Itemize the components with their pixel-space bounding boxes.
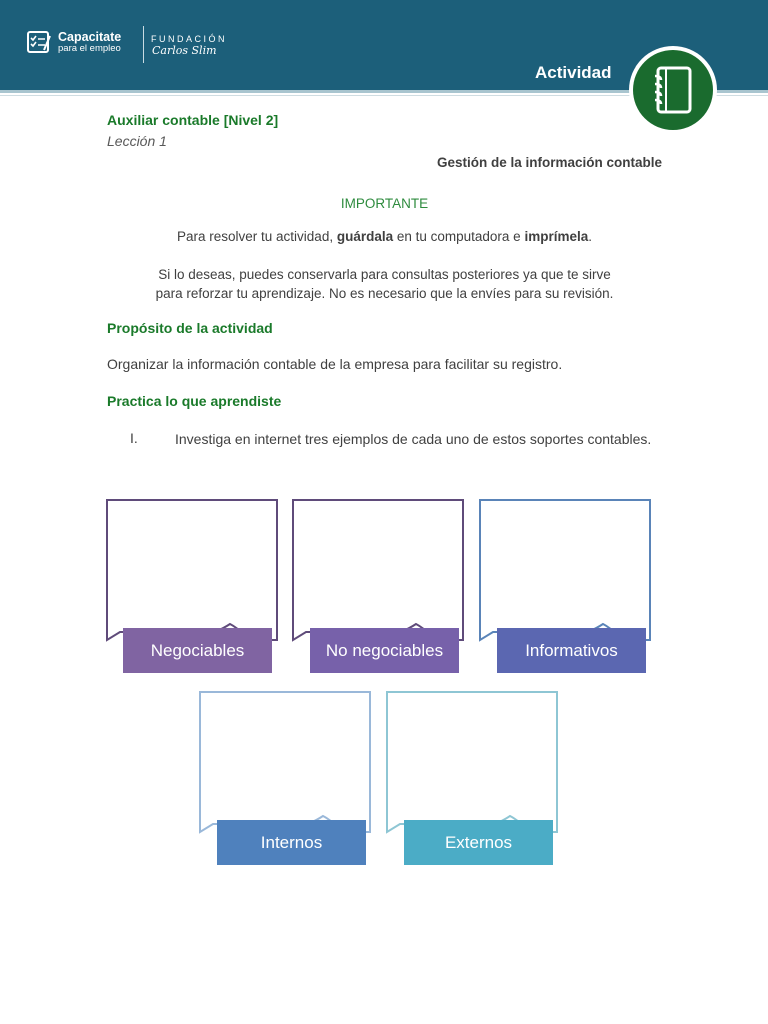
box-frame-no-negociables (293, 500, 463, 640)
practice-heading: Practica lo que aprendiste (107, 393, 282, 409)
box-frame-informativos (480, 500, 650, 640)
label-no-negociables-text: No negociables (325, 640, 444, 660)
course-title: Auxiliar contable [Nivel 2] (107, 112, 279, 128)
lesson-label: Lección 1 (107, 133, 167, 149)
label-externos (404, 820, 553, 865)
label-no-negociables (310, 628, 459, 673)
box-frame-externos (387, 692, 557, 832)
instruction-text-2: en tu computadora e (393, 229, 525, 244)
item-text: Investiga en internet tres ejemplos de cada uno de estos soportes contables. (175, 431, 652, 447)
label-externos-text: Externos (444, 832, 513, 852)
important-heading: IMPORTANTE (340, 196, 429, 211)
label-negociables (123, 628, 272, 673)
instruction-text-3: . (588, 229, 592, 244)
section-title: Actividad (535, 63, 612, 82)
foundation-signature: Carlos Slim (152, 44, 217, 57)
box-frame-negociables (107, 500, 277, 640)
item-number: I. (130, 430, 138, 446)
purpose-text: Organizar la información contable de la empresa para facilitar su registro. (107, 356, 563, 372)
note-line-1: Si lo deseas, puedes conservarla para consultas posteriores ya que te sirve (158, 267, 611, 282)
label-internos (217, 820, 366, 865)
instruction-text-1: Para resolver tu actividad, (177, 229, 337, 244)
note-line-2: para reforzar tu aprendizaje. No es necesario que la envíes para su revisión. (155, 286, 614, 301)
box-frame-internos (200, 692, 370, 832)
label-informativos-text: Informativos (525, 640, 618, 660)
label-negociables-text: Negociables (150, 640, 245, 660)
label-informativos (497, 628, 646, 673)
label-internos-text: Internos (260, 832, 323, 852)
foundation-label: FUNDACIÓN (151, 34, 227, 44)
topic-title: Gestión de la información contable (436, 155, 662, 170)
purpose-heading: Propósito de la actividad (107, 320, 273, 336)
logo-subtitle: para el empleo (58, 42, 121, 54)
logo-title: Capacitate (58, 29, 122, 44)
instruction-print: imprímela (524, 229, 589, 244)
instruction-save: guárdala (336, 229, 394, 244)
